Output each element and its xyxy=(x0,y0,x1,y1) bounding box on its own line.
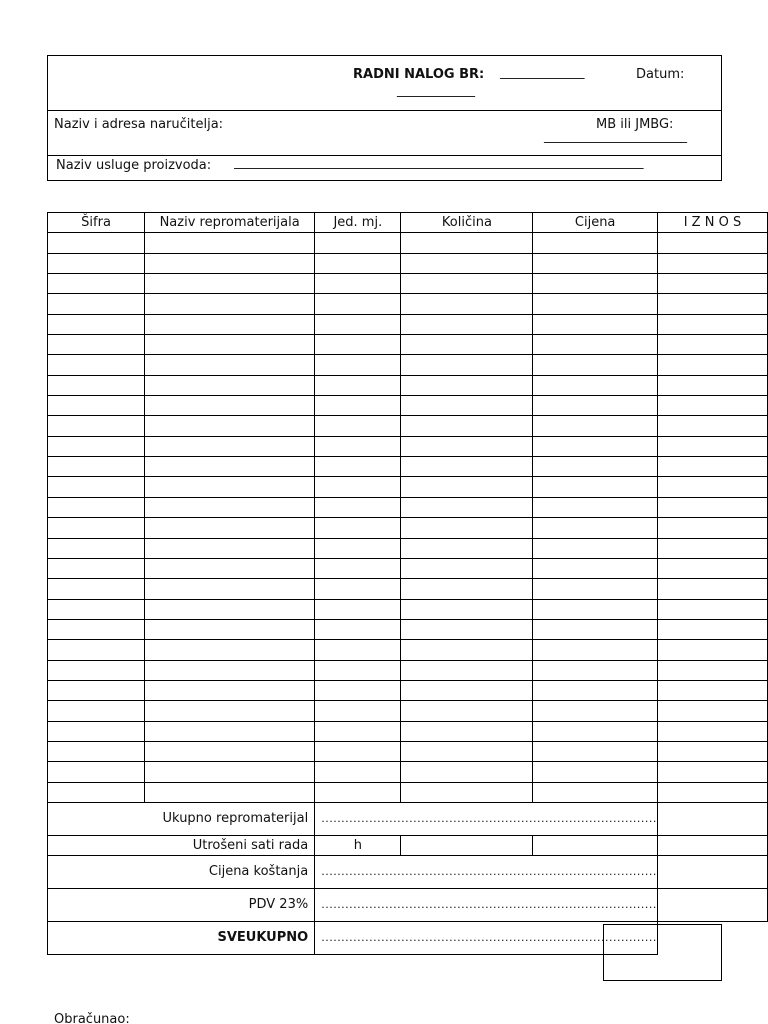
price-cell[interactable] xyxy=(533,741,658,761)
unit-cell[interactable] xyxy=(315,477,401,497)
price-cell[interactable] xyxy=(533,558,658,578)
amount-cell[interactable] xyxy=(657,518,767,538)
unit-cell[interactable] xyxy=(315,782,401,802)
quantity-cell[interactable] xyxy=(401,518,533,538)
amount-cell[interactable] xyxy=(657,538,767,558)
code-cell[interactable] xyxy=(48,294,145,314)
material-name-cell[interactable] xyxy=(145,660,315,680)
order-header-box xyxy=(47,55,722,181)
service-name-field[interactable]: _______________________________________________________________ xyxy=(234,155,644,170)
quantity-cell[interactable] xyxy=(401,640,533,660)
table-header-row xyxy=(48,213,768,233)
material-name-cell[interactable] xyxy=(145,518,315,538)
table-row xyxy=(48,396,768,416)
material-name-cell[interactable] xyxy=(145,436,315,456)
cost-price-value[interactable]: .................................................................................... xyxy=(315,855,658,888)
code-cell[interactable] xyxy=(48,497,145,517)
unit-cell[interactable] xyxy=(315,721,401,741)
quantity-cell[interactable] xyxy=(401,436,533,456)
code-cell[interactable] xyxy=(48,457,145,477)
amount-cell[interactable] xyxy=(657,416,767,436)
quantity-cell[interactable] xyxy=(401,660,533,680)
materials-total-value[interactable]: .................................................................................... xyxy=(315,802,658,835)
amount-cell[interactable] xyxy=(657,396,767,416)
unit-cell[interactable] xyxy=(315,457,401,477)
table-row xyxy=(48,253,768,273)
price-cell[interactable] xyxy=(533,396,658,416)
table-row xyxy=(48,274,768,294)
price-cell[interactable] xyxy=(533,579,658,599)
hours-label: Utrošeni sati rada xyxy=(48,835,315,855)
price-cell[interactable] xyxy=(533,314,658,334)
code-cell[interactable] xyxy=(48,233,145,253)
material-name-cell[interactable] xyxy=(145,314,315,334)
unit-cell[interactable] xyxy=(315,233,401,253)
quantity-cell[interactable] xyxy=(401,416,533,436)
unit-cell[interactable] xyxy=(315,558,401,578)
amount-cell[interactable] xyxy=(657,233,767,253)
unit-cell[interactable] xyxy=(315,660,401,680)
quantity-cell[interactable] xyxy=(401,457,533,477)
quantity-cell[interactable] xyxy=(401,619,533,639)
table-row xyxy=(48,579,768,599)
price-cell[interactable] xyxy=(533,477,658,497)
material-name-cell[interactable] xyxy=(145,396,315,416)
unit-cell[interactable] xyxy=(315,253,401,273)
quantity-cell[interactable] xyxy=(401,579,533,599)
unit-cell[interactable] xyxy=(315,375,401,395)
code-cell[interactable] xyxy=(48,436,145,456)
material-name-cell[interactable] xyxy=(145,233,315,253)
client-row xyxy=(48,111,721,156)
unit-cell[interactable] xyxy=(315,762,401,782)
code-cell[interactable] xyxy=(48,782,145,802)
material-name-cell[interactable] xyxy=(145,253,315,273)
id-number-label: MB ili JMBG: xyxy=(596,117,674,132)
material-name-cell[interactable] xyxy=(145,294,315,314)
material-name-cell[interactable] xyxy=(145,640,315,660)
code-cell[interactable] xyxy=(48,518,145,538)
unit-cell[interactable] xyxy=(315,497,401,517)
quantity-cell[interactable] xyxy=(401,355,533,375)
quantity-cell[interactable] xyxy=(401,741,533,761)
price-cell[interactable] xyxy=(533,355,658,375)
price-cell[interactable] xyxy=(533,294,658,314)
unit-cell[interactable] xyxy=(315,680,401,700)
code-cell[interactable] xyxy=(48,599,145,619)
code-cell[interactable] xyxy=(48,721,145,741)
code-cell[interactable] xyxy=(48,335,145,355)
table-row xyxy=(48,314,768,334)
amount-cell[interactable] xyxy=(657,436,767,456)
code-cell[interactable] xyxy=(48,558,145,578)
unit-cell[interactable] xyxy=(315,416,401,436)
quantity-cell[interactable] xyxy=(401,477,533,497)
calculated-by-label: Obračunao: xyxy=(54,1012,130,1024)
price-cell[interactable] xyxy=(533,274,658,294)
date-label: Datum: xyxy=(636,67,685,82)
price-cell[interactable] xyxy=(533,416,658,436)
price-cell[interactable] xyxy=(533,660,658,680)
amount-cell[interactable] xyxy=(657,680,767,700)
col-header-unit: Jed. mj. xyxy=(315,213,401,233)
code-cell[interactable] xyxy=(48,274,145,294)
unit-cell[interactable] xyxy=(315,274,401,294)
amount-cell[interactable] xyxy=(657,762,767,782)
amount-cell[interactable] xyxy=(657,457,767,477)
unit-cell[interactable] xyxy=(315,335,401,355)
col-header-price: Cijena xyxy=(533,213,658,233)
price-cell[interactable] xyxy=(533,375,658,395)
material-name-cell[interactable] xyxy=(145,579,315,599)
hours-amount[interactable] xyxy=(657,835,767,855)
unit-cell[interactable] xyxy=(315,701,401,721)
table-row xyxy=(48,335,768,355)
material-name-cell[interactable] xyxy=(145,701,315,721)
quantity-cell[interactable] xyxy=(401,599,533,619)
table-row xyxy=(48,477,768,497)
hours-row xyxy=(48,835,768,855)
table-row xyxy=(48,680,768,700)
quantity-cell[interactable] xyxy=(401,294,533,314)
table-row xyxy=(48,701,768,721)
table-row xyxy=(48,518,768,538)
unit-cell[interactable] xyxy=(315,314,401,334)
price-cell[interactable] xyxy=(533,680,658,700)
table-row xyxy=(48,619,768,639)
amount-cell[interactable] xyxy=(657,640,767,660)
amount-cell[interactable] xyxy=(657,294,767,314)
price-cell[interactable] xyxy=(533,233,658,253)
code-cell[interactable] xyxy=(48,579,145,599)
table-row xyxy=(48,436,768,456)
material-name-cell[interactable] xyxy=(145,619,315,639)
amount-cell[interactable] xyxy=(657,721,767,741)
table-row xyxy=(48,294,768,314)
material-name-cell[interactable] xyxy=(145,782,315,802)
price-cell[interactable] xyxy=(533,619,658,639)
quantity-cell[interactable] xyxy=(401,721,533,741)
quantity-cell[interactable] xyxy=(401,233,533,253)
col-header-code: Šifra xyxy=(48,213,145,233)
amount-cell[interactable] xyxy=(657,782,767,802)
table-row xyxy=(48,762,768,782)
code-cell[interactable] xyxy=(48,619,145,639)
material-name-cell[interactable] xyxy=(145,680,315,700)
cost-price-row xyxy=(48,855,768,888)
client-name-address-label: Naziv i adresa naručitelja: xyxy=(54,117,224,132)
col-header-material-name: Naziv repromaterijala xyxy=(145,213,315,233)
material-name-cell[interactable] xyxy=(145,355,315,375)
vat-amount[interactable] xyxy=(657,888,767,921)
order-number-field-continued[interactable]: ____________ xyxy=(397,83,475,98)
material-name-cell[interactable] xyxy=(145,721,315,741)
quantity-cell[interactable] xyxy=(401,253,533,273)
code-cell[interactable] xyxy=(48,640,145,660)
vat-label: PDV 23% xyxy=(48,888,315,921)
quantity-cell[interactable] xyxy=(401,762,533,782)
quantity-cell[interactable] xyxy=(401,558,533,578)
unit-cell[interactable] xyxy=(315,579,401,599)
price-cell[interactable] xyxy=(533,640,658,660)
table-row xyxy=(48,721,768,741)
table-row xyxy=(48,741,768,761)
material-name-cell[interactable] xyxy=(145,762,315,782)
amount-cell[interactable] xyxy=(657,355,767,375)
vat-value[interactable]: .................................................................................... xyxy=(315,888,658,921)
material-name-cell[interactable] xyxy=(145,741,315,761)
unit-cell[interactable] xyxy=(315,741,401,761)
quantity-cell[interactable] xyxy=(401,375,533,395)
amount-cell[interactable] xyxy=(657,660,767,680)
amount-cell[interactable] xyxy=(657,599,767,619)
work-order-title: RADNI NALOG BR: xyxy=(353,67,485,82)
quantity-cell[interactable] xyxy=(401,701,533,721)
amount-cell[interactable] xyxy=(657,314,767,334)
price-cell[interactable] xyxy=(533,253,658,273)
unit-cell[interactable] xyxy=(315,355,401,375)
price-cell[interactable] xyxy=(533,701,658,721)
unit-cell[interactable] xyxy=(315,518,401,538)
amount-cell[interactable] xyxy=(657,619,767,639)
price-cell[interactable] xyxy=(533,538,658,558)
price-cell[interactable] xyxy=(533,721,658,741)
price-cell[interactable] xyxy=(533,335,658,355)
material-name-cell[interactable] xyxy=(145,477,315,497)
materials-total-label: Ukupno repromaterijal xyxy=(48,802,315,835)
amount-cell[interactable] xyxy=(657,558,767,578)
table-row xyxy=(48,375,768,395)
service-row xyxy=(48,156,721,180)
code-cell[interactable] xyxy=(48,477,145,497)
code-cell[interactable] xyxy=(48,701,145,721)
quantity-cell[interactable] xyxy=(401,396,533,416)
amount-cell[interactable] xyxy=(657,477,767,497)
col-header-quantity: Količina xyxy=(401,213,533,233)
unit-cell[interactable] xyxy=(315,538,401,558)
quantity-cell[interactable] xyxy=(401,680,533,700)
price-cell[interactable] xyxy=(533,497,658,517)
material-name-cell[interactable] xyxy=(145,599,315,619)
material-name-cell[interactable] xyxy=(145,335,315,355)
table-row xyxy=(48,558,768,578)
material-name-cell[interactable] xyxy=(145,538,315,558)
table-row xyxy=(48,233,768,253)
code-cell[interactable] xyxy=(48,660,145,680)
order-number-field[interactable]: _____________ xyxy=(500,65,585,80)
quantity-cell[interactable] xyxy=(401,782,533,802)
price-cell[interactable] xyxy=(533,762,658,782)
col-header-amount: I Z N O S xyxy=(657,213,767,233)
code-cell[interactable] xyxy=(48,416,145,436)
table-row xyxy=(48,640,768,660)
amount-cell[interactable] xyxy=(657,253,767,273)
table-row xyxy=(48,457,768,477)
unit-cell[interactable] xyxy=(315,599,401,619)
materials-total-amount[interactable] xyxy=(657,802,767,835)
code-cell[interactable] xyxy=(48,355,145,375)
material-name-cell[interactable] xyxy=(145,497,315,517)
price-cell[interactable] xyxy=(533,518,658,538)
unit-cell[interactable] xyxy=(315,396,401,416)
code-cell[interactable] xyxy=(48,396,145,416)
amount-cell[interactable] xyxy=(657,375,767,395)
code-cell[interactable] xyxy=(48,762,145,782)
hours-quantity[interactable] xyxy=(401,835,533,855)
amount-cell[interactable] xyxy=(657,497,767,517)
quantity-cell[interactable] xyxy=(401,314,533,334)
price-cell[interactable] xyxy=(533,457,658,477)
table-row xyxy=(48,355,768,375)
amount-cell[interactable] xyxy=(657,335,767,355)
price-cell[interactable] xyxy=(533,436,658,456)
code-cell[interactable] xyxy=(48,375,145,395)
id-number-field[interactable]: ______________________ xyxy=(544,129,687,144)
material-name-cell[interactable] xyxy=(145,416,315,436)
material-name-cell[interactable] xyxy=(145,558,315,578)
amount-cell[interactable] xyxy=(657,741,767,761)
cost-price-label: Cijena koštanja xyxy=(48,855,315,888)
code-cell[interactable] xyxy=(48,741,145,761)
unit-cell[interactable] xyxy=(315,294,401,314)
amount-cell[interactable] xyxy=(657,579,767,599)
unit-cell[interactable] xyxy=(315,619,401,639)
materials-table xyxy=(47,212,768,955)
grand-total-amount[interactable] xyxy=(603,924,722,981)
table-row xyxy=(48,660,768,680)
quantity-cell[interactable] xyxy=(401,274,533,294)
code-cell[interactable] xyxy=(48,680,145,700)
unit-cell[interactable] xyxy=(315,640,401,660)
unit-cell[interactable] xyxy=(315,436,401,456)
amount-cell[interactable] xyxy=(657,274,767,294)
hours-unit: h xyxy=(315,835,401,855)
table-row xyxy=(48,538,768,558)
grand-total-label: SVEUKUPNO xyxy=(48,921,315,954)
vat-row xyxy=(48,888,768,921)
quantity-cell[interactable] xyxy=(401,538,533,558)
table-row xyxy=(48,599,768,619)
code-cell[interactable] xyxy=(48,314,145,334)
table-row xyxy=(48,416,768,436)
code-cell[interactable] xyxy=(48,538,145,558)
cost-price-amount[interactable] xyxy=(657,855,767,888)
materials-total-row xyxy=(48,802,768,835)
material-name-cell[interactable] xyxy=(145,375,315,395)
code-cell[interactable] xyxy=(48,253,145,273)
material-name-cell[interactable] xyxy=(145,274,315,294)
material-name-cell[interactable] xyxy=(145,457,315,477)
service-name-label: Naziv usluge proizvoda: xyxy=(56,158,212,173)
quantity-cell[interactable] xyxy=(401,335,533,355)
price-cell[interactable] xyxy=(533,599,658,619)
hours-price[interactable] xyxy=(533,835,658,855)
table-row xyxy=(48,497,768,517)
amount-cell[interactable] xyxy=(657,701,767,721)
header-title-row xyxy=(48,56,721,111)
quantity-cell[interactable] xyxy=(401,497,533,517)
table-row xyxy=(48,782,768,802)
price-cell[interactable] xyxy=(533,782,658,802)
grand-total-value[interactable]: .................................................................................... xyxy=(315,921,658,954)
